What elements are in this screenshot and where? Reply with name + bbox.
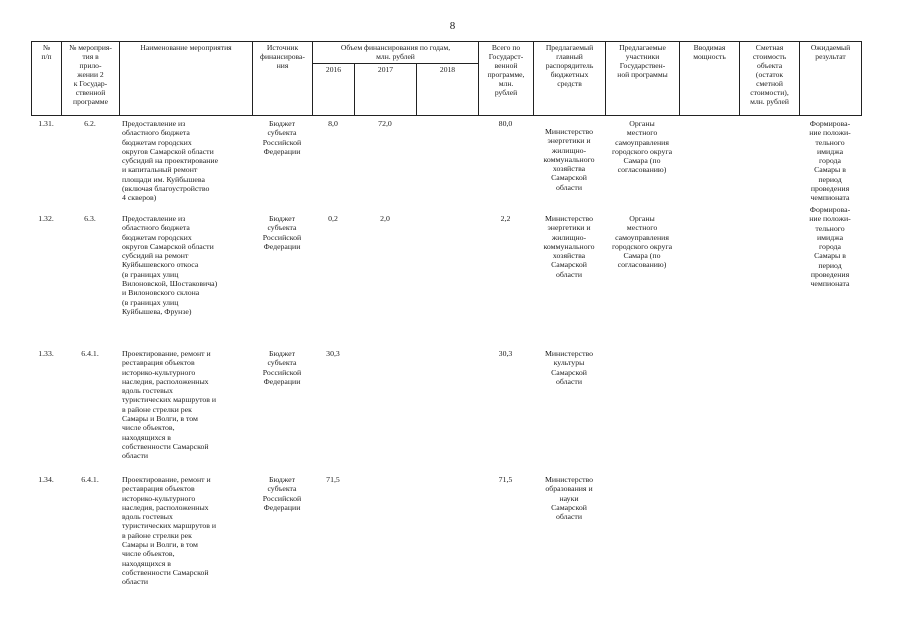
table-body <box>31 117 861 627</box>
row-ref: 6.4.1. <box>81 349 99 358</box>
header-ref: № мероприя- тия в прило- жении 2 к Государ- ственной программе <box>62 42 120 116</box>
header-no: № п/п <box>32 42 62 116</box>
header-source: Источник финансирова- ния <box>253 42 313 116</box>
header-name: Наименование мероприятия <box>120 42 253 116</box>
header-year-2018: 2018 <box>417 64 479 116</box>
row-name: Проектирование, ремонт и реставрация объектов историко-культурного наследия, расположенных вдоль гостевых туристических маршрутов и в районе стрелки рек Самары и Волги, в том числе объектов, находящихся в собственности Самарской области <box>122 475 217 587</box>
row-total: 71,5 <box>498 475 513 484</box>
row-result: Формирова- ние положи- тельного имиджа города Самары в период проведения чемпионата <box>809 205 851 289</box>
row-admin: Министерство энергетики и жилищно- коммунального хозяйства Самарской области <box>543 214 595 279</box>
row-name: Предоставление из областного бюджета бюджетам городских округов Самарской области субсидий на ремонт Куйбышевского откоса (в границах улиц Вилоновской, Шостаковича) и Вилоновского склона (в границах улиц Куйбышева, Фрунзе) <box>122 214 218 316</box>
row-name: Проектирование, ремонт и реставрация объектов историко-культурного наследия, расположенных вдоль гостевых туристических маршрутов и в районе стрелки рек Самары и Волги, в том числе объектов, находящихся в собственности Самарской области <box>122 349 217 461</box>
header-participants: Предлагаемые участники Государствен- ной программы <box>606 42 680 116</box>
row-source: Бюджет субъекта Российской Федерации <box>262 349 302 386</box>
header-cost: Сметная стоимость объекта (остаток сметной стоимости), млн. рублей <box>740 42 800 116</box>
header-year-2016: 2016 <box>313 64 355 116</box>
row-2016: 8,0 <box>328 119 338 128</box>
row-ref: 6.2. <box>84 119 96 128</box>
page-number: 8 <box>449 20 456 32</box>
row-total: 30,3 <box>498 349 513 358</box>
row-no: 1.34. <box>38 475 54 484</box>
row-admin: Министерство энергетики и жилищно- коммунального хозяйства Самарской области <box>543 127 595 192</box>
table-header <box>31 41 862 116</box>
header-capacity: Вводимая мощность <box>680 42 740 116</box>
header-result: Ожидаемый результат <box>800 42 862 116</box>
row-total: 80,0 <box>498 119 513 128</box>
row-total: 2,2 <box>500 214 511 223</box>
row-ref: 6.3. <box>84 214 96 223</box>
row-source: Бюджет субъекта Российской Федерации <box>262 119 302 156</box>
row-2016: 30,3 <box>326 349 340 358</box>
header-total: Всего по Государст- венной программе, млн. рублей <box>479 42 534 116</box>
row-2016: 0,2 <box>328 214 338 223</box>
row-no: 1.31. <box>38 119 54 128</box>
header-year-2017: 2017 <box>355 64 417 116</box>
row-ref: 6.4.1. <box>81 475 99 484</box>
row-source: Бюджет субъекта Российской Федерации <box>262 214 302 251</box>
header-admin: Предлагаемый главный распорядитель бюджетных средств <box>534 42 606 116</box>
row-admin: Министерство культуры Самарской области <box>544 349 594 386</box>
row-no: 1.32. <box>38 214 54 223</box>
row-admin: Министерство образования и науки Самарской области <box>544 475 594 522</box>
row-2017: 2,0 <box>380 214 390 223</box>
row-participants: Органы местного самоуправления городского округа Самара (по согласованию) <box>611 119 673 175</box>
row-no: 1.33. <box>38 349 54 358</box>
row-source: Бюджет субъекта Российской Федерации <box>262 475 302 512</box>
row-2016: 71,5 <box>326 475 340 484</box>
row-name: Предоставление из областного бюджета бюджетам городских округов Самарской области субсидий на проектирование и капитальный ремонт площади им. Куйбышева (включая благоустройство 4 скверов) <box>122 119 219 203</box>
row-2017: 72,0 <box>378 119 392 128</box>
header-funding: Объем финансирования по годам, млн. рублей <box>313 42 479 64</box>
row-participants: Органы местного самоуправления городского округа Самара (по согласованию) <box>611 214 673 270</box>
row-result: Формирова- ние положи- тельного имиджа города Самары в период проведения чемпионата <box>809 119 851 203</box>
